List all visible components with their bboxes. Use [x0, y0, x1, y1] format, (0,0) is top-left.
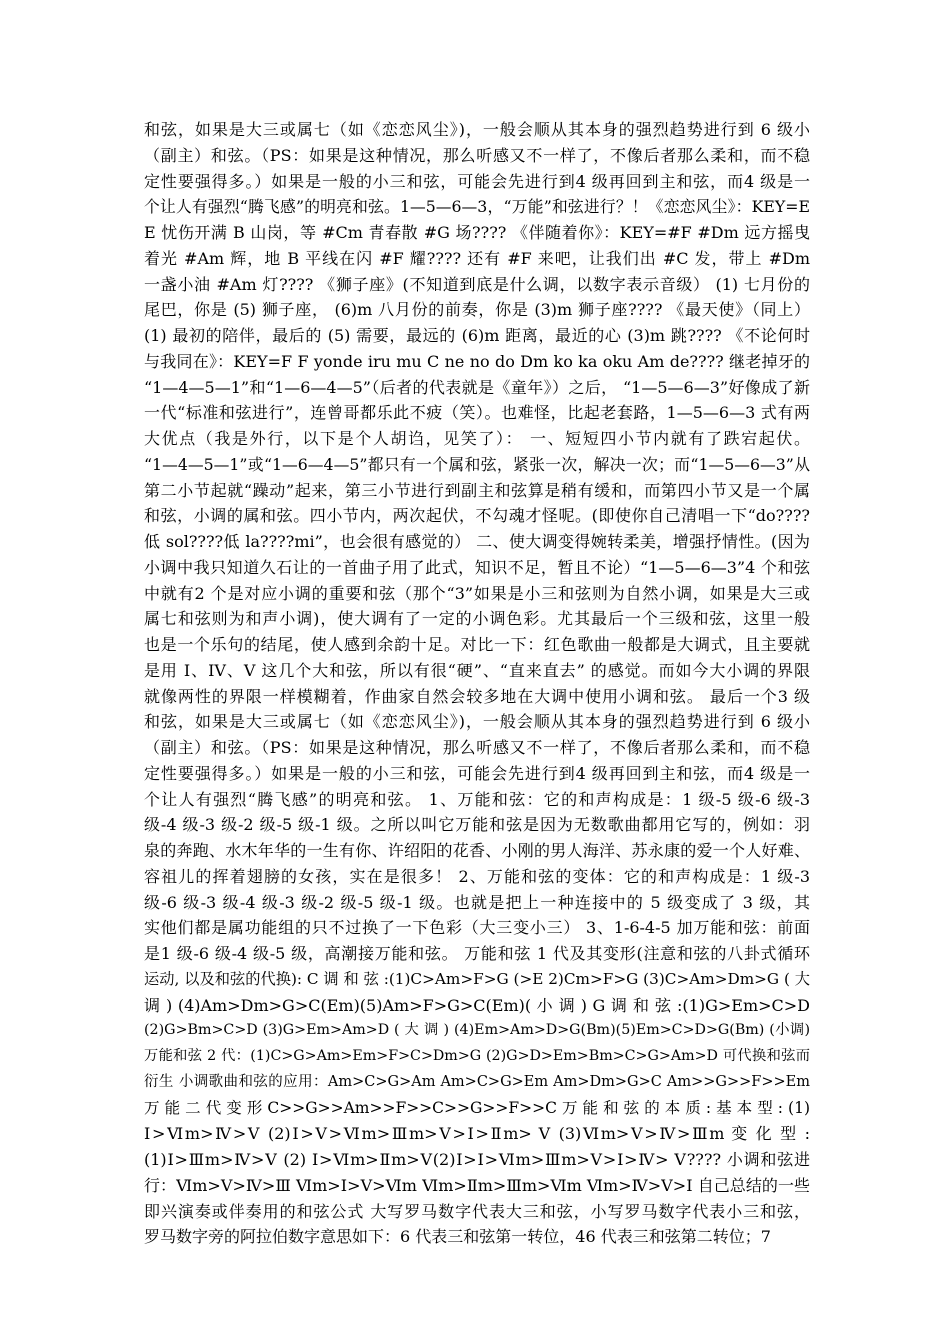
text-line: 就像两性的界限一样模糊着，作曲家自然会较多地在大调中使用小调和弦。 最后一个3 级	[144, 686, 810, 706]
text-line: Ⅰ>Ⅵm>Ⅳ>Ⅴ (2)Ⅰ>Ⅴ>Ⅵm>Ⅲm>Ⅴ>Ⅰ>Ⅱm> Ⅴ (3)Ⅵm>Ⅴ>Ⅳ>Ⅲm 变 化 型 :	[144, 1124, 810, 1144]
text-line: （副主）和弦。（PS：如果是这种情况，那么听感又不一样了，不像后者那么柔和，而不稳	[144, 738, 810, 757]
text-line: E 忧伤开满 B 山岗，等 #Cm 青春散 #G 场???? 《伴随着你》：KEY=#F #Dm 远方摇曳	[144, 223, 810, 242]
text-line: (1)Ⅰ>Ⅲm>Ⅳ>Ⅴ (2) Ⅰ>Ⅵm>Ⅱm>Ⅴ(2)Ⅰ>Ⅰ>Ⅵm>Ⅲm>Ⅴ>Ⅰ>Ⅳ> Ⅴ???? 小调和弦进	[144, 1150, 810, 1169]
text-line: 泉的奔跑、水木年华的一生有你、许绍阳的花香、小刚的男人海洋、苏永康的爱一个人好难、	[144, 841, 810, 860]
text-line: 一盏小油 #Am 灯???? 《狮子座》(不知道到底是什么调，以数字表示音级） (1) 七月份的	[144, 274, 810, 294]
text-line: 个让人有强烈“腾飞感”的明亮和弦。 1、万能和弦：它的和声构成是：1 级-5 级-6 级-3	[144, 789, 810, 809]
text-line: 也是一个乐句的结尾，使人感到余韵十足。对比一下：红色歌曲一般都是大调式，且主要就	[144, 635, 810, 654]
text-line: 实他们都是属功能组的只不过换了一下色彩（大三变小三） 3、1-6-4-5 加万能和弦：前面	[144, 918, 810, 938]
text-line: 低 sol????低 la????mi”，也会很有感觉的） 二、使大调变得婉转柔美，增强抒情性。(因为	[144, 532, 810, 551]
text-line: （副主）和弦。（PS：如果是这种情况，那么听感又不一样了，不像后者那么柔和，而不稳	[144, 145, 810, 165]
text-line: 是用 I、IV、V 这几个大和弦，所以有很“硬”、“直来直去” 的感觉。而如今大小调的界限	[144, 660, 810, 680]
text-line: 和弦，如果是大三或属七（如《恋恋风尘》)，一般会顺从其本身的强烈趋势进行到 6 级小	[144, 712, 810, 732]
text-line: 着光 #Am 辉，地 B 平线在闪 #F 耀???? 还有 #F 来吧，让我们出 #C 发，带上 #Dm	[144, 248, 810, 268]
text-line: 是1 级-6 级-4 级-5 级，高潮接万能和弦。 万能和弦 1 代及其变形(注意和弦的八卦式循环	[144, 944, 810, 963]
text-line: (1) 最初的陪伴，最后的 (5) 需要，最远的 (6)m 距离，最近的心 (3)m 跳???? 《不论何时	[144, 326, 810, 345]
text-line: 属七和弦则为和声小调)，使大调有了一定的小调色彩。尤其最后一个三级和弦，这里一般	[144, 609, 810, 629]
text-line: 罗马数字旁的阿拉伯数字意思如下：6 代表三和弦第一转位，46 代表三和弦第二转位；7	[144, 1227, 771, 1247]
text-line: 级-4 级-3 级-2 级-5 级-1 级。之所以叫它万能和弦是因为无数歌曲都用它写的，例如：羽	[144, 815, 810, 835]
text-line: 即兴演奏或伴奏用的和弦公式 大写罗马数字代表大三和弦，小写罗马数字代表小三和弦，	[144, 1201, 810, 1221]
text-line: 个让人有强烈“腾飞感”的明亮和弦。1—5—6—3，“万能”和弦进行？！《恋恋风尘》：KEY=E	[144, 197, 810, 217]
text-line: 调 ) (4)Am>Dm>G>C(Em)(5)Am>F>G>C(Em)( 小 调 ) G 调 和 弦 :(1)G>Em>C>D	[144, 995, 810, 1015]
text-line: “1—4—5—1”或“1—6—4—5”都只有一个属和弦，紧张一次，解决一次；而“1—5—6—3”从	[144, 454, 810, 474]
document-body	[144, 117, 810, 1250]
text-line: 尾巴，你是 (5) 狮子座， (6)m 八月份的前奏，你是 (3)m 狮子座???? 《最天使》（同上）	[144, 300, 810, 320]
text-line: 万 能 二 代 变 形 C>>G>>Am>>F>>C>>G>>F>>C 万 能 和 弦 的 本 质 : 基 本 型 : (1)	[144, 1098, 810, 1117]
text-line: 和弦，如果是大三或属七（如《恋恋风尘》)，一般会顺从其本身的强烈趋势进行到 6 级小	[144, 120, 810, 139]
text-line: 行：Ⅵm>Ⅴ>Ⅳ>Ⅲ Ⅵm>Ⅰ>Ⅴ>Ⅵm Ⅵm>Ⅱm>Ⅲm>Ⅵm Ⅵm>Ⅳ>Ⅴ>Ⅰ 自己总结的一些	[144, 1175, 810, 1195]
text-line: 容祖儿的挥着翅膀的女孩，实在是很多！ 2、万能和弦的变体：它的和声构成是：1 级-3	[144, 866, 810, 886]
text-line: 大优点（我是外行，以下是个人胡诌，见笑了）： 一、短短四小节内就有了跌宕起伏。	[144, 429, 810, 448]
text-line: (2)G>Bm>C>D (3)G>Em>Am>D ( 大 调 ) (4)Em>Am>D>G(Bm)(5)Em>C>D>G(Bm) (小调)	[144, 1022, 810, 1039]
text-line: 万能和弦 2 代：(1)C>G>Am>Em>F>C>Dm>G (2)G>D>Em>Bm>C>G>Am>D 可代换和弦而	[144, 1048, 810, 1064]
text-line: 运动, 以及和弦的代换): C 调 和 弦 :(1)C>Am>F>G (>E 2)Cm>F>G (3)C>Am>Dm>G ( 大	[144, 969, 810, 988]
text-line: 和弦，小调的属和弦。四小节内，两次起伏，不勾魂才怪呢。(即使你自己清唱一下“do????	[144, 506, 810, 526]
text-line: 定性要强得多。）如果是一般的小三和弦，可能会先进行到4 级再回到主和弦，而4 级是一	[144, 763, 810, 783]
text-line: 小调中我只知道久石让的一首曲子用了此式，知识不足，暂且不论）“1—5—6—3”4 个和弦	[144, 557, 810, 577]
text-line: 级-6 级-3 级-4 级-3 级-2 级-5 级-1 级。也就是把上一种连接中的 5 级变成了 3 级，其	[144, 892, 810, 912]
text-line: 衍生 小调歌曲和弦的应用：Am>C>G>Am Am>C>G>Em Am>Dm>G>C Am>>G>>F>>Em	[144, 1073, 810, 1090]
text-line: “1—4—5—1”和“1—6—4—5”（后者的代表就是《童年》）之后， “1—5—6—3”好像成了新	[144, 377, 810, 397]
text-line: 定性要强得多。）如果是一般的小三和弦，可能会先进行到4 级再回到主和弦，而4 级是一	[144, 171, 810, 191]
text-line: 第二小节起就“躁动”起来，第三小节进行到副主和弦算是稍有缓和，而第四小节又是一个属	[144, 480, 810, 500]
text-line: 中就有2 个是对应小调的重要和弦（那个“3”如果是小三和弦则为自然小调，如果是大三或	[144, 583, 810, 603]
text-line: 与我同在》：KEY=F F yonde iru mu C ne no do Dm ko ka oku Am de???? 继老掉牙的	[144, 351, 810, 371]
text-line: 一代“标准和弦进行”，连曾哥都乐此不疲（笑）。也难怪，比起老套路，1—5—6—3 式有两	[144, 403, 810, 423]
